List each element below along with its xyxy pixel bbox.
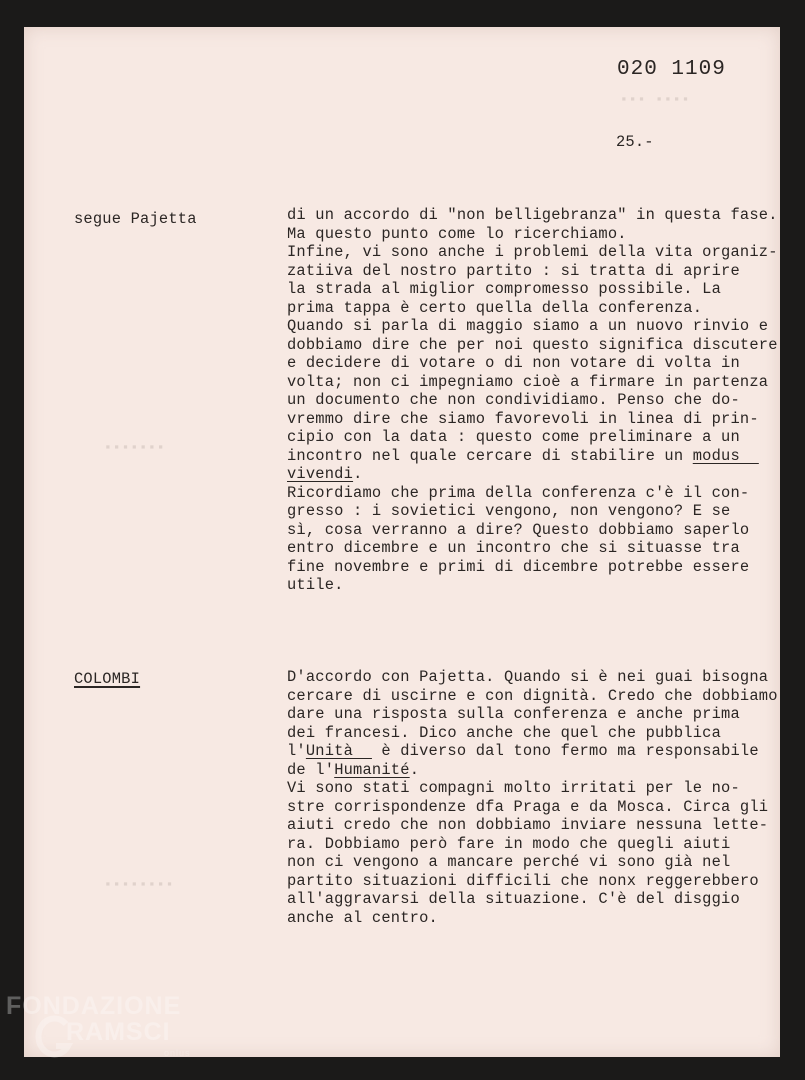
text-line xyxy=(287,890,778,909)
text-run: zatiiva del nostro partito : si tratta di aprire xyxy=(287,261,740,280)
text-run: non ci vengono a mancare perché vi sono già nel xyxy=(287,853,731,871)
text-line xyxy=(287,373,778,392)
text-line xyxy=(287,853,778,872)
bleed-through-mark: ▪▪▪▪▪▪▪▪ xyxy=(104,877,175,892)
text-line xyxy=(287,539,778,558)
underlined-text: Humanité xyxy=(334,760,410,779)
text-line xyxy=(287,835,778,854)
text-line xyxy=(287,280,778,299)
text-run: anche al centro. xyxy=(287,908,438,927)
text-run: Quando si parla di maggio siamo a un nuovo rinvio e xyxy=(287,317,769,335)
text-run: all'aggravarsi della situazione. C'è del disggio xyxy=(287,890,740,908)
text-line xyxy=(287,687,778,706)
text-line xyxy=(287,299,778,318)
text-line xyxy=(287,336,778,355)
text-run: volta; non ci impegniamo cioè a firmare in partenza xyxy=(287,372,769,391)
text-run: utile. xyxy=(287,576,344,594)
text-run: Ricordiamo che prima della conferenza c'è il con- xyxy=(287,483,750,502)
text-run: un documento che non condividiamo. Penso che do- xyxy=(287,391,740,409)
speech-text xyxy=(287,668,778,927)
text-line xyxy=(287,872,778,891)
text-line xyxy=(287,724,778,743)
text-line xyxy=(287,465,778,484)
text-run: e decidere di votare o di non votare di volta in xyxy=(287,354,740,372)
text-run: ra. Dobbiamo però fare in modo che quegli aiuti xyxy=(287,834,731,853)
speech-text xyxy=(287,206,778,595)
text-run: vremmo dire che siamo favorevoli in linea di prin- xyxy=(287,409,759,428)
text-line xyxy=(287,816,778,835)
text-run: . xyxy=(353,465,363,483)
text-line xyxy=(287,410,778,429)
text-run: cipio con la data : questo come preliminare a un xyxy=(287,428,740,446)
text-run: cercare di uscirne e con dignità. Credo che dobbiamo xyxy=(287,686,778,705)
text-line xyxy=(287,391,778,410)
text-run: la strada al miglior compromesso possibile. La xyxy=(287,280,722,298)
text-run: dare una risposta sulla conferenza e anche prima xyxy=(287,705,740,723)
text-run: Infine, vi sono anche i problemi della vita organiz- xyxy=(287,243,778,261)
archive-number: 020 1109 xyxy=(617,58,726,81)
text-line xyxy=(287,243,778,262)
text-line xyxy=(287,705,778,724)
text-line xyxy=(287,502,778,521)
text-line xyxy=(287,576,778,595)
text-run: prima tappa è certo quella della conferenza. xyxy=(287,298,703,317)
text-line xyxy=(287,668,778,687)
watermark-line: FONDAZIONE xyxy=(6,992,182,1020)
text-run: de l' xyxy=(287,760,335,779)
text-run: Ma questo punto come lo ricerchiamo. xyxy=(287,224,627,243)
text-run: partito situazioni difficili che nonx reggerebbero xyxy=(287,871,759,890)
text-run: stre corrispondenze dfa Praga e da Mosca. Circa gli xyxy=(287,797,769,816)
text-line xyxy=(287,428,778,447)
text-line xyxy=(287,262,778,281)
speaker-label: COLOMBI xyxy=(74,670,141,688)
text-line xyxy=(287,798,778,817)
text-line xyxy=(287,779,778,798)
archive-watermark xyxy=(4,992,204,1072)
text-run: entro dicembre e un incontro che si situasse tra xyxy=(287,539,740,557)
text-line xyxy=(287,521,778,540)
text-run: fine novembre e primi di dicembre potrebbe essere xyxy=(287,557,750,576)
text-run: è diverso dal tono fermo ma responsabile xyxy=(371,742,759,760)
text-line xyxy=(287,558,778,577)
page-number: 25.- xyxy=(616,133,654,151)
text-line xyxy=(287,354,778,373)
underlined-text: Unità xyxy=(305,742,372,760)
text-line xyxy=(287,761,778,780)
text-run: Vi sono stati compagni molto irritati per le no- xyxy=(287,779,740,797)
text-run: dobbiamo dire che per noi questo significa discutere xyxy=(287,335,778,354)
bleed-through-text: ▪▪▪ ▪▪▪▪ xyxy=(620,92,691,107)
text-line xyxy=(287,447,778,466)
text-run: . xyxy=(409,760,420,779)
text-line xyxy=(287,225,778,244)
text-run: l' xyxy=(287,742,306,760)
text-run: aiuti credo che non dobbiamo inviare nessuna lette- xyxy=(287,816,769,834)
text-run: D'accordo con Pajetta. Quando si è nei guai bisogna xyxy=(287,668,769,686)
watermark-line: onlus xyxy=(164,1048,191,1058)
text-run: sì, cosa verranno a dire? Questo dobbiamo saperlo xyxy=(287,520,750,539)
text-run: dei francesi. Dico anche che quel che pubblica xyxy=(287,723,722,742)
text-line xyxy=(287,484,778,503)
watermark-line: RAMSCI xyxy=(66,1018,171,1046)
text-run: gresso : i sovietici vengono, non vengono? E se xyxy=(287,502,731,520)
bleed-through-mark: ▪▪▪▪▪▪▪ xyxy=(104,440,166,455)
underlined-text: modus xyxy=(692,446,759,465)
text-run: di un accordo di "non belligebranza" in questa fase. xyxy=(287,206,778,224)
text-run: incontro nel quale cercare di stabilire un xyxy=(287,446,693,465)
text-line xyxy=(287,206,778,225)
underlined-text: vivendi xyxy=(287,465,354,483)
text-line xyxy=(287,317,778,336)
text-line xyxy=(287,909,778,928)
text-line xyxy=(287,742,778,761)
speaker-label: segue Pajetta xyxy=(74,210,197,228)
